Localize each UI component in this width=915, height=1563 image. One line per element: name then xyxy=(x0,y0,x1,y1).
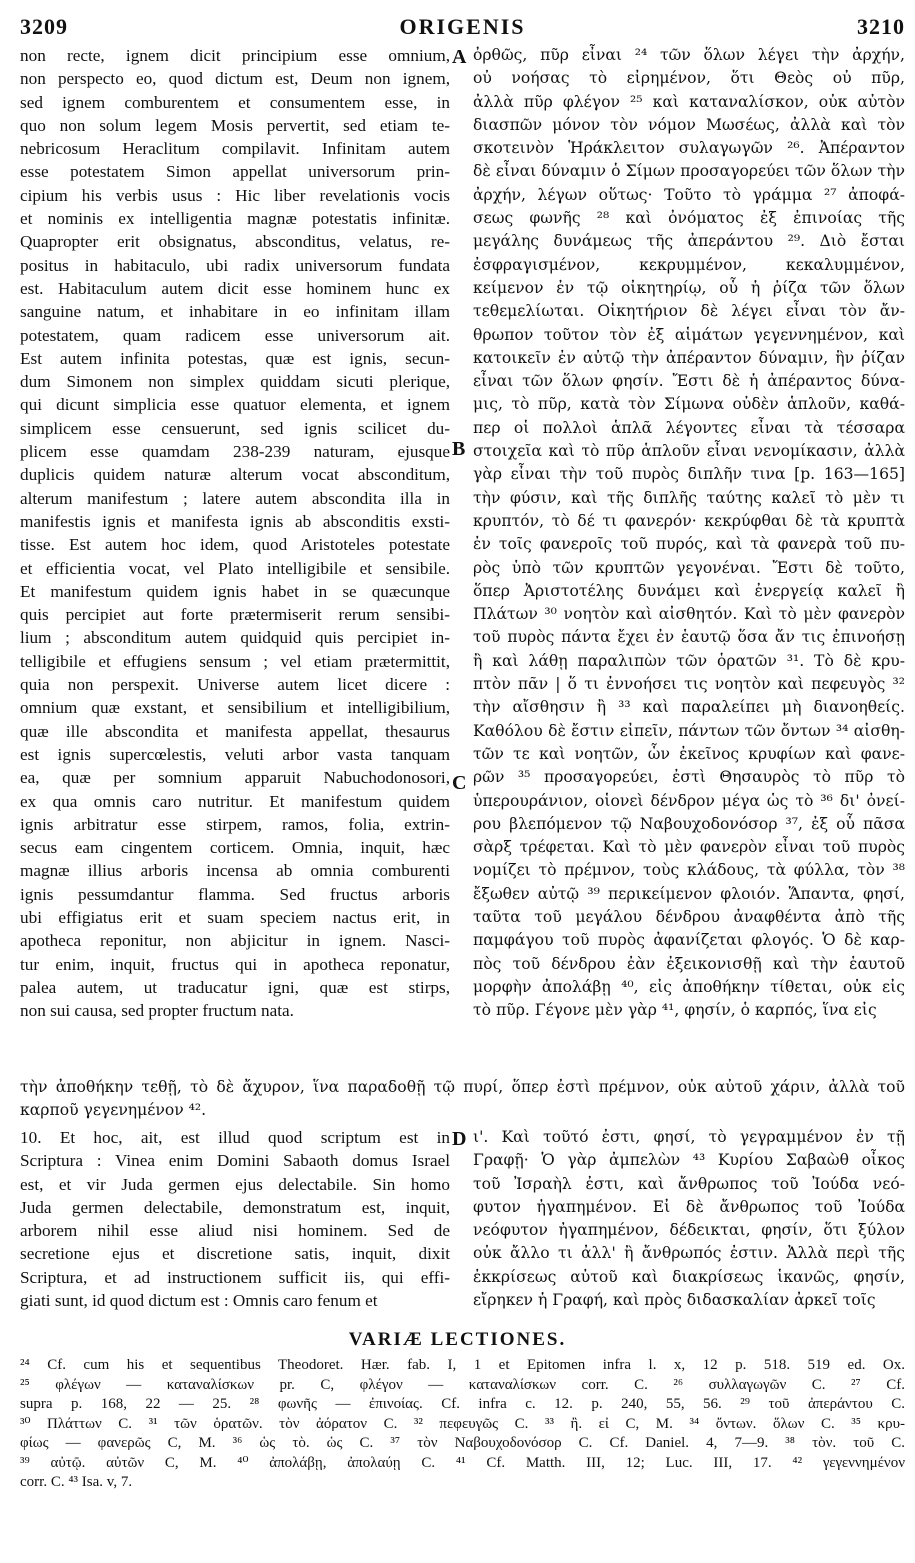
text-line: ea, quæ per somnium apparuit Nabuchodonosori, xyxy=(20,768,450,788)
text-line: ignis pessumdantur flamma. Sed fructus arboris xyxy=(20,884,450,904)
text-line: omnium quæ exstant, et sensibilium et intelligibilium, xyxy=(20,698,450,718)
text-line: Scriptura, et ad instructionem sufficit iis, qui effi- xyxy=(20,1267,450,1287)
text-line: sed ignem comburentem et consumentem esse, in xyxy=(20,92,450,112)
running-title: ORIGENIS xyxy=(399,14,526,39)
text-line: ἀλλὰ πῦρ φλέγον ²⁵ καὶ καταναλίσκον, οὐκ αὐτὸν xyxy=(473,92,905,111)
text-line: ἐσφραγισμένον, κεκρυμμένον, κεκαλυμμένον, xyxy=(473,255,905,274)
text-line: μεγάλης δυνάμεως τῆς ἀπεράντου ²⁹. Διὸ ἔσται xyxy=(473,232,905,251)
text-line: καρποῦ γεγενημένον ⁴². xyxy=(20,1101,207,1120)
text-line: apotheca reponitur, non abjicitur in ignem. Nasci- xyxy=(20,931,450,951)
text-line: positus in habitaculo, ubi radix universorum fundata xyxy=(20,255,450,275)
text-line: κατοικεῖν ἐν αὐτῷ τὴν ἀπέραντον δύναμιν, ἣν ῥίζαν xyxy=(473,348,905,367)
text-line: παμφάγου τοῦ πυρὸς ἀφανίζεται φλογός. Ὁ δὲ καρ- xyxy=(473,931,905,950)
text-line: esse potestatem Simon appellat universorum prin- xyxy=(20,162,450,182)
running-header xyxy=(20,14,905,44)
text-line: Juda germen delectabile, demonstratum est, inquit, xyxy=(20,1197,450,1217)
text-line: secus eam cingentem corticem. Omnia, inquit, hæc xyxy=(20,838,450,858)
page-number-right: 3210 xyxy=(857,14,905,39)
text-line: secretione ejus et discretione satis, inquit, dixit xyxy=(20,1244,450,1264)
text-line: πὸς τοῦ δένδρου ἐὰν ἐξεικονισθῇ καὶ τὴν ἑαυτοῦ xyxy=(473,954,905,973)
text-line: τὴν αἴσθησιν ἢ ³³ καὶ παραλείπει μὴ διανοηθείς. xyxy=(473,698,905,717)
variae-lectiones-notes xyxy=(20,1356,905,1493)
text-line: quia non perspexit. Universe autem licet dicere : xyxy=(20,675,450,695)
text-line: alterum manifestum ; latere autem abscondita illa in xyxy=(20,488,450,508)
text-line: non sui causa, sed propter fructum nata. xyxy=(20,1001,294,1021)
text-line: simplicem esse censuerunt, sed ignis scilicet du- xyxy=(20,418,450,438)
text-line: τεθεμελίωται. Οἰκητήριον δὲ λέγει εἶναι τὸν ἄν- xyxy=(473,302,905,321)
text-line: cipium his verbis usus : Hic liber revelationis vocis xyxy=(20,185,450,205)
text-line: Scriptura : Vinea enim Domini Sabaoth domus Israel xyxy=(20,1151,450,1171)
text-line: κείμενον ἐν τῷ οἰκητηρίῳ, οὗ ἡ ῥίζα τῶν ὅλων xyxy=(473,278,905,297)
text-line: ignis arbitratur esse stirpem, ramos, folia, extrin- xyxy=(20,814,450,834)
text-line: κρυπτόν, τὸ δέ τι φανερόν· κεκρύφθαι δὲ τὰ κρυπτὰ xyxy=(473,511,905,530)
note-line: ²⁵ φλέγων — καταναλίσκων pr. C, φλέγον — καταναλίσκων corr. C. ²⁶ συλλαγωγῶν C. ²⁷ Cf. xyxy=(20,1376,905,1393)
text-line: περ οἱ πολλοὶ ἁπλᾶ λέγοντες εἶναι τὰ τέσσαρα xyxy=(473,418,905,437)
text-line: est. Habitaculum autem dicit esse hominem hunc ex xyxy=(20,278,450,298)
text-line: μορφὴν ἀπολάβῃ ⁴⁰, εἰς ἀποθήκην τίθεται, οὐκ εἰς xyxy=(473,977,905,996)
text-line: ι'. Καὶ τοῦτό ἐστι, φησί, τὸ γεγραμμένον ἐν τῇ xyxy=(473,1128,905,1146)
text-line: Est autem infinita potestas, quæ est ignis, secun- xyxy=(20,348,450,368)
text-line: ἀρχήν, λέγων οὕτως· Τοῦτο τὸ γράμμα ²⁷ ἀποφά- xyxy=(473,185,905,204)
text-line: νεόφυτον ἠγαπημένον, δέδεικται, φησίν, ὅτι ξύλον xyxy=(473,1221,905,1240)
text-line: nebricosum Heraclitum compilavit. Infinitam autem xyxy=(20,139,450,159)
text-line: Γραφῇ· Ὁ γὰρ ἀμπελὼν ⁴³ Κυρίου Σαβαὼθ οἶκος xyxy=(473,1151,905,1170)
text-line: dum Simonem non simplex quiddam sicuti plerique, xyxy=(20,372,450,392)
text-line: οὐκ ἄλλο τι ἀλλ' ἢ ἄνθρωπός ἐστιν. Ἀλλὰ περὶ τῆς xyxy=(473,1244,905,1263)
latin-column-1 xyxy=(20,44,450,1022)
text-line: τὸ πῦρ. Γέγονε μὲν γὰρ ⁴¹, φησίν, ὁ καρπός, ἵνα εἰς xyxy=(473,1001,877,1020)
latin-column-2 xyxy=(20,1126,450,1312)
text-line: quis percipiet aut forte prætermiserit rerum sensibi- xyxy=(20,605,450,625)
text-line: φυτον ἠγαπημένον. Εἰ δὲ ἄνθρωπος τοῦ Ἰούδα xyxy=(473,1197,905,1216)
text-line: ἐν τοῖς φανεροῖς τοῦ πυρός, καὶ τὰ φανερὰ τοῦ πυ- xyxy=(473,535,905,554)
text-line: telligibile et effugiens sensum ; vel etiam prætermittit, xyxy=(20,651,450,671)
text-line: 10. Et hoc, ait, est illud quod scriptum est in xyxy=(20,1128,450,1147)
text-line: est ignis supercœlestis, veluti arbor vasta tanquam xyxy=(20,744,450,764)
text-line: sanguine natum, et inhabitare in eo infinitam illam xyxy=(20,302,450,322)
text-line: γὰρ εἶναι τὴν τοῦ πυρὸς διπλῆν τινα [p. 163—165] xyxy=(473,465,905,484)
text-line: σὰρξ τρέφεται. Καὶ τὸ μὲν φανερὸν εἶναι τοῦ πυρὸς xyxy=(473,838,905,857)
section-marker-a: A xyxy=(452,46,467,68)
text-line: ubi effigiatus erit et suam speciem nactus erit, in xyxy=(20,907,450,927)
text-line: potestatem, quam radicem esse universorum ait. xyxy=(20,325,450,345)
text-line: Καθόλου δὲ ἔστιν εἰπεῖν, πάντων τῶν ὄντων ³⁴ αἰσθη- xyxy=(473,721,905,740)
text-line: ὑπερουράνιον, οἱονεὶ δένδρον μέγα ὡς τὸ ³⁶ δι' ὀνεί- xyxy=(473,791,905,810)
text-line: μις, τὸ πῦρ, κατὰ τὸν Σίμωνα οὐδὲν ἁπλοῦν, καθά- xyxy=(473,395,905,414)
text-line: νομίζει τὸ πρέμνον, τοὺς κλάδους, τὰ φύλλα, τὸν ³⁸ xyxy=(473,861,905,880)
text-line: Πλάτων ³⁰ νοητὸν καὶ αἰσθητόν. Καὶ τὸ μὲν φανερὸν xyxy=(473,605,905,624)
text-line: et nominis ex intelligentia magnæ potestatis infinitæ. xyxy=(20,209,450,229)
text-line: τὴν ἀποθήκην τεθῇ, τὸ δὲ ἄχυρον, ἵνα παραδοθῇ τῷ πυρί, ὅπερ ἐστὶ πρέμνον, οὐκ αὐτοῦ χάριν, ἀλλὰ τοῦ xyxy=(20,1078,905,1096)
text-line: lium ; absconditum autem quidquid quis percipiet in- xyxy=(20,628,450,648)
note-line: ³⁹ αὐτῷ. αὐτῶν C, M. ⁴⁰ ἀπολάβῃ, ἀπολαύῃ C. ⁴¹ Cf. Matth. III, 12; Luc. III, 17. ⁴² γεγεννημένον xyxy=(20,1454,905,1471)
text-line: Quapropter erit obsignatus, absconditus, velatus, re- xyxy=(20,232,450,252)
text-line: τῶν τε καὶ νοητῶν, ὧν ἐκεῖνος κρυφίων καὶ φανε- xyxy=(473,744,905,763)
text-line: τοῦ Ἰσραὴλ ἐστι, καὶ ἄνθρωπος τοῦ Ἰούδα νεό- xyxy=(473,1174,905,1193)
note-line: φίως — φανερῶς C, M. ³⁶ ὡς τὸ. ὡς C. ³⁷ τὸν Ναβουχοδονόσορ C. Cf. Daniel. 4, 7—9. ³⁸ τὸν. τοῦ C. xyxy=(20,1435,905,1451)
text-line: ἐκκρίσεως αὐτοῦ καὶ διακρίσεως ἱκανῶς, φησίν, xyxy=(473,1267,905,1286)
text-line: duplicis quidem naturæ alterum vocat absconditum, xyxy=(20,465,450,485)
text-line: ταῦτα τοῦ μεγάλου δένδρου ἀναφθέντα ἀπὸ τῆς xyxy=(473,907,905,926)
page-number-left: 3209 xyxy=(20,14,68,39)
text-line: plicem esse quamdam 238-239 naturam, ejusque xyxy=(20,442,450,462)
text-line: εἶναι τῶν ὅλων φησίν. Ἔστι δὲ ἡ ἀπέραντος δύνα- xyxy=(473,372,905,391)
note-line: ²⁴ Cf. cum his et sequentibus Theodoret. Hær. fab. I, 1 et Epitomen infra l. x, 12 p. 518. 519 ed. Ox. xyxy=(20,1357,905,1373)
text-line: σεως φωνῆς ²⁸ καὶ ὀνόματος ἐξ ἐπινοίας τῆς xyxy=(473,209,905,228)
text-line: qui dicunt simplicia esse quatuor elementa, et ignem xyxy=(20,395,450,415)
text-line: giati sunt, id quod dictum est : Omnis caro fenum et xyxy=(20,1291,378,1311)
text-line: ἔξωθεν αὐτῷ ³⁹ περικείμενον φλοιόν. Ἅπαντα, φησί, xyxy=(473,884,905,903)
greek-spanning-lines xyxy=(20,1076,905,1123)
text-line: τοῦ πυρὸς πάντα ἔχει ἐν ἑαυτῷ ὅσα ἄν τις ἐπινοήσῃ xyxy=(473,628,905,647)
text-line: non perspecto eo, quod dictum est, Deum non ignem, xyxy=(20,69,450,89)
text-line: ex qua omnis caro nutritur. Et manifestum quidem xyxy=(20,791,450,811)
text-line: ὀρθῶς, πῦρ εἶναι ²⁴ τῶν ὅλων λέγει τὴν ἀρχήν, xyxy=(473,46,905,64)
section-marker-b: B xyxy=(452,438,466,460)
text-line: quo non solum legem Mosis pervertit, sed etiam te- xyxy=(20,115,450,135)
variae-lectiones-title: VARIÆ LECTIONES. xyxy=(348,1329,567,1350)
text-line: οὐ νοήσας τὸ εἰρημένον, ὅτι Θεὸς οὐ πῦρ, xyxy=(473,69,905,88)
text-line: ρὸς ὑπὸ τῶν κρυπτῶν γεγονέναι. Ἔστι δὲ τοῦτο, xyxy=(473,558,905,577)
text-line: magnæ illius arboris incensa ab omnia comburenti xyxy=(20,861,450,881)
greek-column-2 xyxy=(473,1126,905,1312)
section-marker-d: D xyxy=(452,1128,467,1150)
text-line: manifestis ignis et manifesta ignis ab absconditis exsti- xyxy=(20,511,450,531)
text-line: στοιχεῖα καὶ τὸ πῦρ ἁπλοῦν εἶναι νενομίκασιν, ἀλλὰ xyxy=(473,442,905,461)
text-line: palea autem, ut traducatur igni, quæ est stirps, xyxy=(20,977,450,997)
text-line: tur enim, inquit, fructus qui in apotheca reponatur, xyxy=(20,954,450,974)
text-line: δὲ εἶναι δύναμιν ὁ Σίμων προσαγορεύει τῶν ὅλων τὴν xyxy=(473,162,905,181)
text-line: ρου βλεπόμενον τῷ Ναβουχοδονόσορ ³⁷, ἐξ οὗ πᾶσα xyxy=(473,814,905,833)
text-line: τὴν φύσιν, καὶ τῆς διπλῆς ταύτης καλεῖ τὸ μὲν τι xyxy=(473,488,905,507)
greek-column-1 xyxy=(473,44,905,1022)
text-line: εἴρηκεν ἡ Γραφή, καὶ πρὸς διδασκαλίαν ἀρκεῖ τοῖς xyxy=(473,1291,876,1310)
section-marker-c: C xyxy=(452,772,467,794)
text-line: ἢ καὶ λάθῃ παραλιπὼν τῶν ὁρατῶν ³¹. Τὸ δὲ κρυ- xyxy=(473,651,905,670)
text-line: arborem nihil esse aliud nisi hominem. Sed de xyxy=(20,1221,450,1241)
text-line: et efficientia vocat, vel Plato intelligibile et sensibile. xyxy=(20,558,450,578)
text-line: διασπῶν μόνον τὸν νόμον Μωσέως, ἀλλὰ καὶ τὸν xyxy=(473,115,905,134)
text-line: quæ ille abscondita et manifesta appellat, thesaurus xyxy=(20,721,450,741)
text-line: θρωπον τοῦτον τὸν ἐξ αἱμάτων γεγεννημένον, καὶ xyxy=(473,325,905,344)
text-line: ρῶν ³⁵ προσαγορεύει, ἐστὶ Θησαυρὸς τὸ πῦρ τὸ xyxy=(473,768,905,787)
text-line: ὅπερ Ἀριστοτέλης δυνάμει καὶ ἐνεργείᾳ καλεῖ ἢ xyxy=(473,581,905,600)
text-line: πτὸν πᾶν | ὅ τι ἐννοήσει τις νοητὸν καὶ πεφευγὸς ³² xyxy=(473,675,905,694)
note-line: ³⁰ Πλάττων C. ³¹ τῶν ὁρατῶν. τὸν ἀόρατον C. ³² πεφευγῶς C. ³³ ἢ. εἰ C, M. ³⁴ ὄντων. ὅλων C. ³⁵ κρυ- xyxy=(20,1415,905,1432)
text-line: non recte, ignem dicit principium esse omnium, xyxy=(20,46,450,65)
text-line: Et manifestum quidem ignis habet in se quæcunque xyxy=(20,581,450,601)
note-line: corr. C. ⁴³ Isa. v, 7. xyxy=(20,1474,133,1490)
text-line: tisse. Est autem hoc idem, quod Aristoteles potestate xyxy=(20,535,450,555)
text-line: σκοτεινὸν Ἡράκλειτον συλαγωγῶν ²⁶. Ἀπέραντον xyxy=(473,139,905,158)
text-line: est, et vir Juda germen ejus delectabile. Sin homo xyxy=(20,1174,450,1194)
note-line: supra p. 168, 22 — 25. ²⁸ φωνῆς — ἐπινοίας. Cf. infra c. 12. p. 240, 55, 56. ²⁹ τοῦ ἀπεράντου C. xyxy=(20,1396,905,1412)
